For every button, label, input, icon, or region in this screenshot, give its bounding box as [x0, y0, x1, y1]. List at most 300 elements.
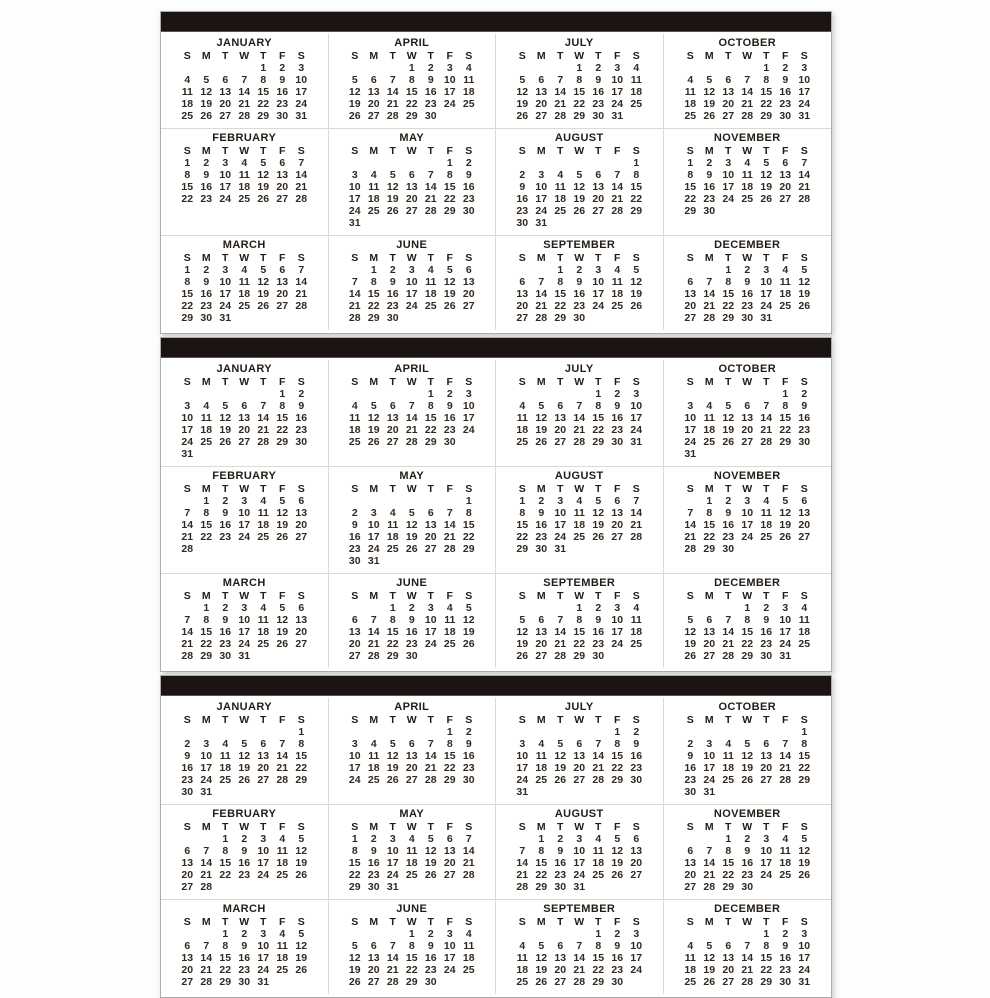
- day-number: 25: [516, 976, 529, 988]
- day-number: 19: [238, 762, 251, 774]
- day-number: 6: [389, 400, 396, 412]
- day-number: [421, 881, 440, 893]
- day-number: 26: [703, 110, 716, 122]
- weekday-label: W: [574, 252, 585, 264]
- weekday-label: W: [742, 821, 753, 833]
- day-number: 10: [630, 940, 643, 952]
- day-number: 17: [516, 762, 529, 774]
- weekday-label: S: [351, 376, 359, 388]
- weekday-label: S: [800, 376, 808, 388]
- week-row: [513, 312, 646, 324]
- day-number: [235, 543, 254, 555]
- day-number: [551, 157, 570, 169]
- day-number: 30: [424, 976, 437, 988]
- day-number: 24: [592, 300, 605, 312]
- week-row: [513, 738, 646, 750]
- day-number: 26: [516, 650, 529, 662]
- day-number: 18: [405, 857, 418, 869]
- weekday-header-row: [681, 376, 814, 388]
- day-number: 31: [779, 650, 792, 662]
- day-number: 9: [465, 169, 472, 181]
- month-day-table: [178, 714, 311, 798]
- day-number: [402, 726, 421, 738]
- day-number: 31: [630, 436, 643, 448]
- month-june: [329, 235, 497, 330]
- day-number: 30: [630, 774, 643, 786]
- month-title: JUNE: [396, 903, 428, 915]
- day-number: 13: [405, 181, 418, 193]
- weekday-label: W: [574, 50, 585, 62]
- day-number: 5: [389, 738, 396, 750]
- day-number: [292, 312, 311, 324]
- day-number: 19: [722, 424, 735, 436]
- weekday-label: W: [742, 483, 753, 495]
- day-number: 4: [633, 62, 640, 74]
- day-number: 26: [684, 650, 697, 662]
- weekday-label: F: [279, 590, 286, 602]
- day-number: [273, 881, 292, 893]
- week-row: [178, 738, 311, 750]
- weekday-label: W: [742, 590, 753, 602]
- weekday-label: T: [725, 50, 732, 62]
- weekday-label: T: [427, 821, 434, 833]
- day-number: 19: [219, 424, 232, 436]
- weekday-label: F: [446, 916, 453, 928]
- day-number: 5: [298, 833, 305, 845]
- day-number: 27: [703, 650, 716, 662]
- day-number: [570, 157, 589, 169]
- day-number: 26: [535, 436, 548, 448]
- day-number: [197, 726, 216, 738]
- day-number: 14: [295, 169, 308, 181]
- day-number: 22: [200, 531, 213, 543]
- day-number: 20: [424, 531, 437, 543]
- day-number: 14: [181, 626, 194, 638]
- day-number: 8: [203, 507, 210, 519]
- day-number: [627, 110, 646, 122]
- day-number: [551, 726, 570, 738]
- day-number: 19: [592, 519, 605, 531]
- day-number: 2: [595, 602, 602, 614]
- day-number: 28: [386, 976, 399, 988]
- day-number: 19: [443, 288, 456, 300]
- day-number: [681, 602, 700, 614]
- weekday-label: S: [632, 821, 640, 833]
- weekday-label: M: [201, 252, 211, 264]
- week-row: [178, 543, 311, 555]
- day-number: 18: [462, 86, 475, 98]
- day-number: 1: [557, 264, 564, 276]
- weekday-label: W: [742, 714, 753, 726]
- day-number: [608, 543, 627, 555]
- day-number: 13: [779, 169, 792, 181]
- week-row: [178, 388, 311, 400]
- day-number: 11: [463, 940, 475, 952]
- day-number: 17: [611, 86, 624, 98]
- month-june: [329, 573, 497, 668]
- month-august: [496, 466, 664, 573]
- week-row: [345, 928, 478, 940]
- weekday-label: S: [686, 376, 694, 388]
- month-july: [496, 34, 664, 128]
- month-day-table: [178, 145, 311, 205]
- weekday-label: T: [763, 590, 770, 602]
- weekday-label: M: [536, 50, 546, 62]
- weekday-label: S: [632, 252, 640, 264]
- day-number: 17: [554, 519, 567, 531]
- month-august: [496, 804, 664, 899]
- day-number: 23: [348, 543, 361, 555]
- week-row: [178, 181, 311, 193]
- weekday-label: W: [574, 376, 585, 388]
- day-number: 15: [443, 181, 456, 193]
- day-number: 25: [703, 436, 716, 448]
- day-number: 24: [611, 98, 624, 110]
- day-number: 15: [219, 857, 232, 869]
- day-number: 11: [722, 750, 734, 762]
- weekday-header-row: [681, 916, 814, 928]
- week-row: [513, 436, 646, 448]
- day-number: 22: [779, 424, 792, 436]
- day-number: 11: [592, 845, 604, 857]
- day-number: 20: [741, 424, 754, 436]
- weekday-label: S: [686, 252, 694, 264]
- week-row: [345, 300, 478, 312]
- weekday-label: M: [704, 714, 714, 726]
- week-row: [513, 650, 646, 662]
- month-day-table: [178, 483, 311, 555]
- day-number: 4: [241, 264, 248, 276]
- day-number: 15: [367, 288, 380, 300]
- day-number: 2: [633, 726, 640, 738]
- day-number: 30: [276, 110, 289, 122]
- day-number: 22: [741, 638, 754, 650]
- day-number: 21: [554, 638, 567, 650]
- day-number: 15: [276, 412, 289, 424]
- weekday-label: T: [595, 252, 602, 264]
- day-number: 25: [684, 110, 697, 122]
- day-number: 12: [684, 626, 697, 638]
- week-row: [681, 448, 814, 460]
- day-number: 27: [516, 312, 529, 324]
- day-number: 22: [257, 98, 270, 110]
- day-number: [738, 388, 757, 400]
- day-number: 3: [351, 738, 358, 750]
- day-number: 28: [276, 774, 289, 786]
- day-number: 13: [703, 626, 716, 638]
- day-number: 7: [241, 74, 248, 86]
- week-row: [513, 157, 646, 169]
- day-number: [235, 448, 254, 460]
- day-number: 4: [370, 169, 377, 181]
- day-number: 10: [386, 845, 399, 857]
- week-row: [178, 495, 311, 507]
- day-number: 8: [222, 845, 229, 857]
- day-number: 20: [405, 193, 418, 205]
- day-number: 7: [408, 400, 415, 412]
- day-number: 30: [405, 650, 418, 662]
- week-row: [681, 726, 814, 738]
- day-number: 4: [595, 833, 602, 845]
- day-number: 18: [516, 424, 529, 436]
- day-number: [681, 726, 700, 738]
- day-number: 3: [595, 264, 602, 276]
- day-number: 24: [367, 543, 380, 555]
- day-number: 30: [779, 110, 792, 122]
- day-number: 21: [741, 964, 754, 976]
- day-number: 20: [462, 288, 475, 300]
- day-number: 30: [367, 881, 380, 893]
- day-number: 30: [703, 205, 716, 217]
- day-number: [551, 786, 570, 798]
- weekday-header-row: [178, 483, 311, 495]
- day-number: 28: [181, 543, 194, 555]
- day-number: 1: [203, 602, 210, 614]
- week-row: [178, 312, 311, 324]
- weekday-label: T: [557, 821, 564, 833]
- day-number: 19: [760, 181, 773, 193]
- week-row: [681, 857, 814, 869]
- day-number: [532, 602, 551, 614]
- weekday-header-row: [345, 376, 478, 388]
- day-number: [402, 217, 421, 229]
- day-number: 10: [219, 169, 232, 181]
- day-number: 16: [611, 412, 624, 424]
- weekday-label: S: [686, 590, 694, 602]
- day-number: [216, 543, 235, 555]
- day-number: 7: [763, 400, 770, 412]
- day-number: 16: [276, 86, 289, 98]
- weekday-label: T: [222, 252, 229, 264]
- day-number: 21: [516, 869, 529, 881]
- weekday-label: T: [260, 916, 267, 928]
- weekday-label: M: [369, 145, 379, 157]
- day-number: 11: [554, 181, 566, 193]
- day-number: [345, 726, 364, 738]
- day-number: 8: [465, 507, 472, 519]
- day-number: 27: [367, 110, 380, 122]
- day-number: 19: [276, 626, 289, 638]
- month-grid: [161, 696, 831, 997]
- day-number: 8: [557, 276, 564, 288]
- day-number: 25: [722, 774, 735, 786]
- week-row: [178, 288, 311, 300]
- day-number: [757, 726, 776, 738]
- weekday-header-row: [681, 590, 814, 602]
- weekday-label: T: [222, 50, 229, 62]
- month-title: JULY: [564, 37, 594, 49]
- day-number: 2: [389, 264, 396, 276]
- day-number: 15: [181, 181, 194, 193]
- weekday-label: S: [183, 821, 191, 833]
- day-number: 24: [535, 205, 548, 217]
- day-number: [627, 881, 646, 893]
- week-row: [681, 531, 814, 543]
- weekday-label: M: [201, 50, 211, 62]
- day-number: 14: [741, 952, 754, 964]
- day-number: 10: [684, 412, 697, 424]
- day-number: 3: [614, 62, 621, 74]
- calendar-sheet: [160, 11, 832, 998]
- day-number: 24: [573, 869, 586, 881]
- day-number: 6: [260, 738, 267, 750]
- day-number: 12: [535, 412, 548, 424]
- day-number: 5: [725, 400, 732, 412]
- day-number: 27: [741, 436, 754, 448]
- week-row: [681, 181, 814, 193]
- day-number: 25: [181, 110, 194, 122]
- day-number: 27: [295, 531, 308, 543]
- day-number: 18: [238, 288, 251, 300]
- day-number: 26: [741, 774, 754, 786]
- day-number: 15: [630, 181, 643, 193]
- day-number: 18: [684, 98, 697, 110]
- weekday-label: M: [369, 714, 379, 726]
- weekday-label: T: [427, 252, 434, 264]
- day-number: [719, 205, 738, 217]
- day-number: 21: [424, 762, 437, 774]
- day-number: 7: [203, 940, 210, 952]
- day-number: 16: [703, 181, 716, 193]
- day-number: [627, 543, 646, 555]
- day-number: 28: [611, 205, 624, 217]
- week-row: [681, 288, 814, 300]
- day-number: 13: [516, 288, 529, 300]
- day-number: 13: [722, 952, 735, 964]
- day-number: [402, 555, 421, 567]
- day-number: 29: [516, 543, 529, 555]
- day-number: 18: [779, 857, 792, 869]
- day-number: 22: [348, 869, 361, 881]
- day-number: 27: [181, 881, 194, 893]
- day-number: 19: [554, 762, 567, 774]
- month-grid: [161, 32, 831, 333]
- day-number: 22: [592, 424, 605, 436]
- weekday-header-row: [513, 483, 646, 495]
- day-number: [570, 543, 589, 555]
- day-number: 29: [535, 881, 548, 893]
- day-number: 18: [760, 519, 773, 531]
- week-row: [513, 928, 646, 940]
- month-day-table: [681, 252, 814, 324]
- weekday-label: M: [369, 376, 379, 388]
- day-number: 14: [722, 626, 735, 638]
- weekday-header-row: [513, 916, 646, 928]
- day-number: 22: [630, 193, 643, 205]
- day-number: 31: [238, 650, 251, 662]
- day-number: 28: [424, 774, 437, 786]
- day-number: [513, 388, 532, 400]
- weekday-label: T: [763, 821, 770, 833]
- day-number: 22: [722, 869, 735, 881]
- day-number: [700, 264, 719, 276]
- day-number: 27: [443, 869, 456, 881]
- weekday-header-row: [513, 376, 646, 388]
- day-number: 1: [595, 388, 602, 400]
- day-number: [273, 650, 292, 662]
- day-number: 15: [257, 86, 270, 98]
- day-number: 18: [611, 288, 624, 300]
- day-number: 15: [386, 626, 399, 638]
- day-number: 15: [760, 86, 773, 98]
- weekday-label: T: [725, 483, 732, 495]
- week-row: [513, 881, 646, 893]
- day-number: 5: [351, 940, 358, 952]
- day-number: [459, 555, 478, 567]
- month-title: MAY: [399, 132, 425, 144]
- day-number: 21: [611, 193, 624, 205]
- day-number: 19: [200, 98, 213, 110]
- week-row: [345, 738, 478, 750]
- day-number: 1: [614, 726, 621, 738]
- week-row: [178, 940, 311, 952]
- day-number: 25: [276, 964, 289, 976]
- day-number: 16: [554, 857, 567, 869]
- weekday-label: S: [686, 821, 694, 833]
- day-number: [421, 726, 440, 738]
- week-row: [178, 531, 311, 543]
- day-number: 23: [611, 964, 624, 976]
- week-row: [513, 217, 646, 229]
- day-number: 11: [779, 845, 791, 857]
- day-number: 23: [405, 638, 418, 650]
- day-number: 5: [260, 157, 267, 169]
- day-number: 18: [276, 952, 289, 964]
- day-number: 9: [538, 507, 545, 519]
- weekday-label: T: [222, 821, 229, 833]
- day-number: 8: [351, 845, 358, 857]
- day-number: 23: [592, 98, 605, 110]
- day-number: 10: [611, 614, 624, 626]
- day-number: 17: [238, 626, 251, 638]
- day-number: [292, 543, 311, 555]
- month-day-table: [681, 590, 814, 662]
- day-number: 26: [535, 976, 548, 988]
- day-number: 5: [279, 495, 286, 507]
- day-number: 6: [595, 169, 602, 181]
- day-number: 13: [798, 507, 811, 519]
- day-number: [197, 928, 216, 940]
- day-number: 4: [614, 264, 621, 276]
- month-day-table: [513, 252, 646, 324]
- day-number: [570, 786, 589, 798]
- day-number: 10: [630, 400, 643, 412]
- weekday-label: F: [782, 50, 789, 62]
- day-number: 24: [219, 193, 232, 205]
- week-row: [178, 276, 311, 288]
- day-number: 17: [405, 288, 418, 300]
- day-number: 12: [516, 86, 529, 98]
- day-number: 12: [592, 507, 605, 519]
- day-number: 27: [386, 436, 399, 448]
- day-number: [608, 786, 627, 798]
- day-number: 26: [367, 436, 380, 448]
- month-day-table: [178, 821, 311, 893]
- day-number: [440, 881, 459, 893]
- day-number: 28: [348, 312, 361, 324]
- day-number: 15: [722, 288, 735, 300]
- day-number: 28: [798, 193, 811, 205]
- day-number: 3: [446, 928, 453, 940]
- weekday-label: S: [297, 821, 305, 833]
- week-row: [345, 193, 478, 205]
- day-number: 30: [386, 312, 399, 324]
- year-panel-top: [160, 11, 832, 334]
- day-number: 14: [535, 288, 548, 300]
- day-number: 28: [238, 110, 251, 122]
- month-title: NOVEMBER: [713, 132, 781, 144]
- weekday-header-row: [345, 590, 478, 602]
